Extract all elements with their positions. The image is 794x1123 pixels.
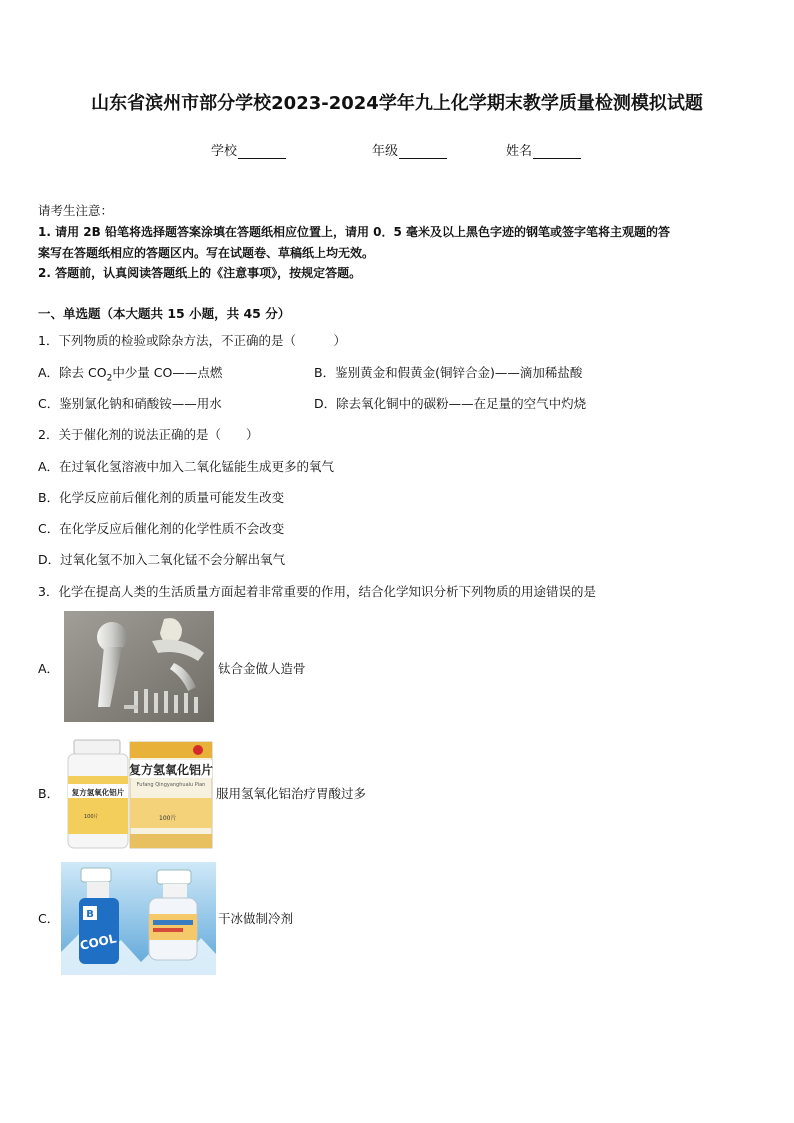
cooling-spray-photo: [61, 862, 216, 975]
titanium-implants-illustration: [64, 611, 214, 722]
q2-option-c: C．在化学反应后催化剂的化学性质不会改变: [38, 521, 285, 536]
cooling-spray-illustration: [61, 862, 216, 975]
notice-heading: 请考生注意：: [38, 203, 114, 218]
school-blank: [238, 144, 286, 159]
q3-option-b-label: B．: [38, 786, 60, 801]
name-field: [506, 140, 581, 159]
name-label: 姓名: [506, 144, 533, 159]
box-count: 100片: [159, 815, 177, 822]
q1-option-c: C．鉴别氯化钠和硝酸铵——用水: [38, 396, 222, 411]
titanium-bone-photo: [64, 611, 214, 722]
page-title: 山东省滨州市部分学校2023-2024学年九上化学期末教学质量检测模拟试题: [91, 93, 703, 114]
section-heading: 一、单选题（本大题共 15 小题，共 45 分）: [38, 306, 291, 321]
q3-option-b-text: 服用氢氧化铝治疗胃酸过多: [216, 786, 367, 801]
school-label: 学校: [211, 144, 238, 159]
q2-option-d: D．过氧化氢不加入二氧化锰不会分解出氧气: [38, 552, 286, 567]
q1-option-a-suffix: 中少量 CO——点燃: [112, 365, 223, 380]
q3-stem: 3．化学在提高人类的生活质量方面起着非常重要的作用，结合化学知识分析下列物质的用途错误的是: [38, 584, 596, 599]
q1-option-b: B．鉴别黄金和假黄金(铜锌合金)——滴加稀盐酸: [314, 365, 583, 380]
grade-label: 年级: [372, 144, 399, 159]
notice-item-1-line-1: 1. 请用 2B 铅笔将选择题答案涂填在答题纸相应位置上，请用 0．5 毫米及以上黑色字迹的钢笔或签字笔将主观题的答: [38, 225, 670, 239]
q3-option-a-label: A．: [38, 661, 60, 676]
name-blank: [533, 144, 581, 159]
grade-field: [372, 140, 447, 159]
q2-stem: 2．关于催化剂的说法正确的是（ ）: [38, 427, 259, 442]
svg-text:B: B: [86, 909, 94, 920]
school-field: [211, 140, 286, 159]
q2-option-a: A．在过氧化氢溶液中加入二氧化锰能生成更多的氧气: [38, 459, 335, 474]
spray-brand: COOL: [78, 931, 118, 953]
box-pinyin: Fufang Qingyanghualu Pian: [136, 782, 206, 788]
bottle-count: 100片: [84, 814, 99, 820]
q3-option-c-text: 干冰做制冷剂: [218, 911, 294, 926]
q1-option-a: [38, 363, 222, 389]
q1-option-a-prefix: A．除去 CO: [38, 365, 107, 380]
medicine-package-illustration: [64, 738, 214, 850]
q2-option-b: B．化学反应前后催化剂的质量可能发生改变: [38, 490, 285, 505]
notice-item-2: 2. 答题前，认真阅读答题纸上的《注意事项》，按规定答题。: [38, 266, 362, 280]
q1-stem: 1．下列物质的检验或除杂方法，不正确的是（ ）: [38, 333, 346, 348]
q1-option-a-subscript: 2: [106, 373, 113, 384]
box-label: 复方氢氧化铝片: [128, 763, 214, 777]
bottle-label: 复方氢氧化铝片: [71, 788, 125, 797]
q1-option-d: D．除去氧化铜中的碳粉——在足量的空气中灼烧: [314, 396, 587, 411]
q3-option-a-text: 钛合金做人造骨: [218, 661, 306, 676]
grade-blank: [399, 144, 447, 159]
q3-option-c-label: C．: [38, 911, 60, 926]
aluminum-hydroxide-photo: [64, 738, 214, 850]
notice-item-1-line-2: 案写在答题纸相应的答题区内。写在试题卷、草稿纸上均无效。: [38, 246, 375, 260]
